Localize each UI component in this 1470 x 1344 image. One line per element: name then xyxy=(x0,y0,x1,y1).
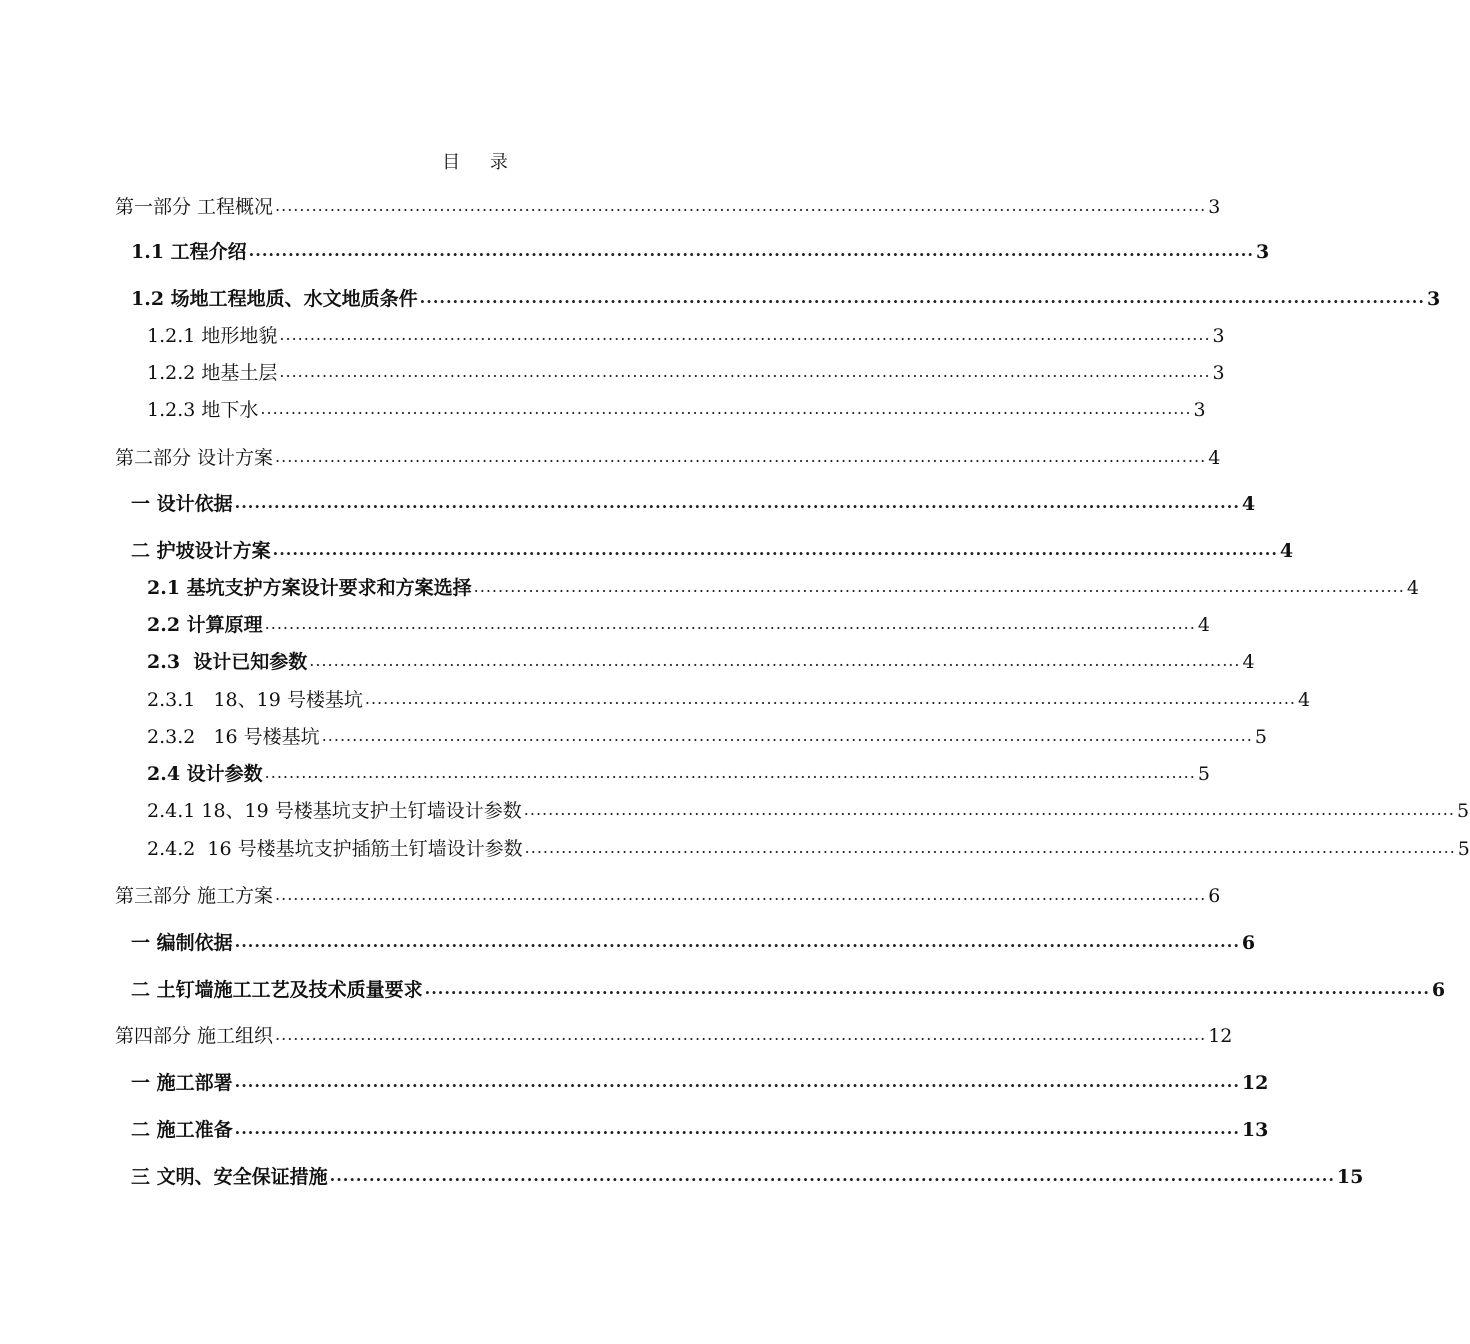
toc-entry-label: 1.2.3 地下水 xyxy=(147,399,259,421)
toc-entry-page: 13 xyxy=(1241,1119,1269,1141)
toc-leader-dots: ......................................................................................................................................................... xyxy=(279,362,1211,381)
toc-entry-1-2[interactable] xyxy=(131,285,1441,313)
toc-entry-2-3[interactable] xyxy=(147,648,1255,676)
toc-leader-dots: ......................................................................................................................................................... xyxy=(424,979,1430,998)
toc-leader-dots: ......................................................................................................................................................... xyxy=(329,1166,1335,1185)
toc-entry-label: 一 施工部署 xyxy=(131,1072,233,1094)
toc-entry-label: 第四部分 施工组织 xyxy=(115,1025,274,1047)
toc-entry-label: 第一部分 工程概况 xyxy=(115,196,274,218)
toc-entry-2-3-2[interactable] xyxy=(147,723,1267,751)
toc-entry-label: 第三部分 施工方案 xyxy=(115,885,274,907)
toc-entry-label: 2.3.1 18、19 号楼基坑 xyxy=(147,689,363,711)
toc-entry-label: 二 施工准备 xyxy=(131,1119,233,1141)
toc-entry-label: 2.1 基坑支护方案设计要求和方案选择 xyxy=(147,577,472,599)
toc-leader-dots: ......................................................................................................................................................... xyxy=(419,288,1425,307)
toc-entry-2-1[interactable] xyxy=(147,574,1419,602)
toc-leader-dots: ......................................................................................................................................................... xyxy=(234,1072,1240,1091)
toc-entry-slope-design[interactable] xyxy=(131,537,1294,565)
toc-entry-page: 12 xyxy=(1208,1025,1233,1047)
toc-leader-dots: ......................................................................................................................................................... xyxy=(275,885,1207,904)
toc-leader-dots: ......................................................................................................................................................... xyxy=(248,241,1254,260)
toc-entry-page: 6 xyxy=(1241,932,1256,954)
toc-entry-soil-nail-process[interactable] xyxy=(131,976,1446,1004)
toc-entry-page: 4 xyxy=(1406,577,1419,599)
toc-entry-page: 4 xyxy=(1208,447,1221,469)
toc-entry-2-4-1[interactable] xyxy=(147,797,1470,825)
toc-entry-1-2-2[interactable] xyxy=(147,359,1225,387)
toc-entry-page: 4 xyxy=(1197,614,1210,636)
toc-leader-dots: ......................................................................................................................................................... xyxy=(234,1119,1240,1138)
toc-entry-1-2-3[interactable] xyxy=(147,396,1206,424)
toc-leader-dots: ......................................................................................................................................................... xyxy=(523,800,1455,819)
toc-entry-page: 4 xyxy=(1241,493,1256,515)
toc-entry-page: 3 xyxy=(1212,362,1225,384)
toc-entry-label: 一 设计依据 xyxy=(131,493,233,515)
toc-entry-page: 4 xyxy=(1298,689,1311,711)
toc-entry-part-3[interactable] xyxy=(115,882,1221,910)
toc-entry-label: 第二部分 设计方案 xyxy=(115,447,274,469)
toc-entry-label: 2.4.1 18、19 号楼基坑支护土钉墙设计参数 xyxy=(147,800,522,822)
toc-entry-1-2-1[interactable] xyxy=(147,322,1225,350)
toc-leader-dots: ......................................................................................................................................................... xyxy=(234,493,1240,512)
toc-entry-page: 4 xyxy=(1242,651,1255,673)
toc-leader-dots: ......................................................................................................................................................... xyxy=(279,325,1211,344)
toc-entry-label: 三 文明、安全保证措施 xyxy=(131,1166,328,1188)
toc-entry-page: 15 xyxy=(1336,1166,1364,1188)
toc-entry-safety-measures[interactable] xyxy=(131,1163,1364,1191)
toc-entry-label: 2.3.2 16 号楼基坑 xyxy=(147,726,320,748)
toc-leader-dots: ......................................................................................................................................................... xyxy=(473,577,1405,596)
toc-entry-deployment[interactable] xyxy=(131,1069,1269,1097)
toc-leader-dots: ......................................................................................................................................................... xyxy=(275,447,1207,466)
toc-entry-design-basis[interactable] xyxy=(131,490,1256,518)
toc-entry-page: 5 xyxy=(1456,800,1470,822)
toc-entry-page: 3 xyxy=(1212,325,1225,347)
toc-entry-page: 3 xyxy=(1208,196,1221,218)
toc-entry-label: 2.4.2 16 号楼基坑支护插筋土钉墙设计参数 xyxy=(147,838,523,860)
toc-entry-part-4[interactable] xyxy=(115,1022,1233,1050)
toc-entry-label: 1.2.2 地基土层 xyxy=(147,362,278,384)
toc-entry-page: 3 xyxy=(1255,241,1270,263)
toc-entry-compile-basis[interactable] xyxy=(131,929,1256,957)
toc-leader-dots: ......................................................................................................................................................... xyxy=(275,196,1207,215)
toc-entry-page: 5 xyxy=(1457,838,1470,860)
toc-leader-dots: ......................................................................................................................................................... xyxy=(264,614,1196,633)
toc-entry-page: 12 xyxy=(1241,1072,1269,1094)
toc-entry-page: 6 xyxy=(1431,979,1446,1001)
toc-leader-dots: ......................................................................................................................................................... xyxy=(321,726,1253,745)
toc-entry-page: 6 xyxy=(1208,885,1221,907)
toc-entry-label: 2.2 计算原理 xyxy=(147,614,263,636)
toc-entry-label: 2.3 设计已知参数 xyxy=(147,651,308,673)
toc-entry-part-2[interactable] xyxy=(115,444,1221,472)
toc-entry-label: 1.1 工程介绍 xyxy=(131,241,247,263)
toc-entry-label: 1.2 场地工程地质、水文地质条件 xyxy=(131,288,418,310)
toc-leader-dots: ......................................................................................................................................................... xyxy=(260,399,1192,418)
toc-entry-2-4[interactable] xyxy=(147,760,1210,788)
toc-entry-2-2[interactable] xyxy=(147,611,1210,639)
toc-entry-page: 3 xyxy=(1426,288,1441,310)
toc-leader-dots: ......................................................................................................................................................... xyxy=(264,763,1196,782)
toc-entry-label: 二 护坡设计方案 xyxy=(131,540,271,562)
toc-entry-part-1[interactable] xyxy=(115,193,1221,221)
toc-leader-dots: ......................................................................................................................................................... xyxy=(272,540,1278,559)
toc-leader-dots: ......................................................................................................................................................... xyxy=(364,689,1297,708)
toc-leader-dots: ......................................................................................................................................................... xyxy=(275,1025,1207,1044)
toc-title: 目 录 xyxy=(442,152,520,173)
toc-entry-label: 一 编制依据 xyxy=(131,932,233,954)
toc-leader-dots: ......................................................................................................................................................... xyxy=(309,651,1241,670)
toc-entry-label: 二 土钉墙施工工艺及技术质量要求 xyxy=(131,979,423,1001)
toc-entry-label: 1.2.1 地形地貌 xyxy=(147,325,278,347)
toc-leader-dots: ......................................................................................................................................................... xyxy=(234,932,1240,951)
toc-entry-preparation[interactable] xyxy=(131,1116,1269,1144)
toc-entry-2-4-2[interactable] xyxy=(147,835,1470,863)
toc-entry-1-1[interactable] xyxy=(131,238,1270,266)
toc-entry-page: 5 xyxy=(1254,726,1267,748)
toc-leader-dots: ......................................................................................................................................................... xyxy=(524,838,1456,857)
toc-entry-page: 3 xyxy=(1193,399,1206,421)
toc-entry-label: 2.4 设计参数 xyxy=(147,763,263,785)
toc-entry-2-3-1[interactable] xyxy=(147,686,1311,714)
toc-entry-page: 5 xyxy=(1197,763,1210,785)
toc-entry-page: 4 xyxy=(1279,540,1294,562)
